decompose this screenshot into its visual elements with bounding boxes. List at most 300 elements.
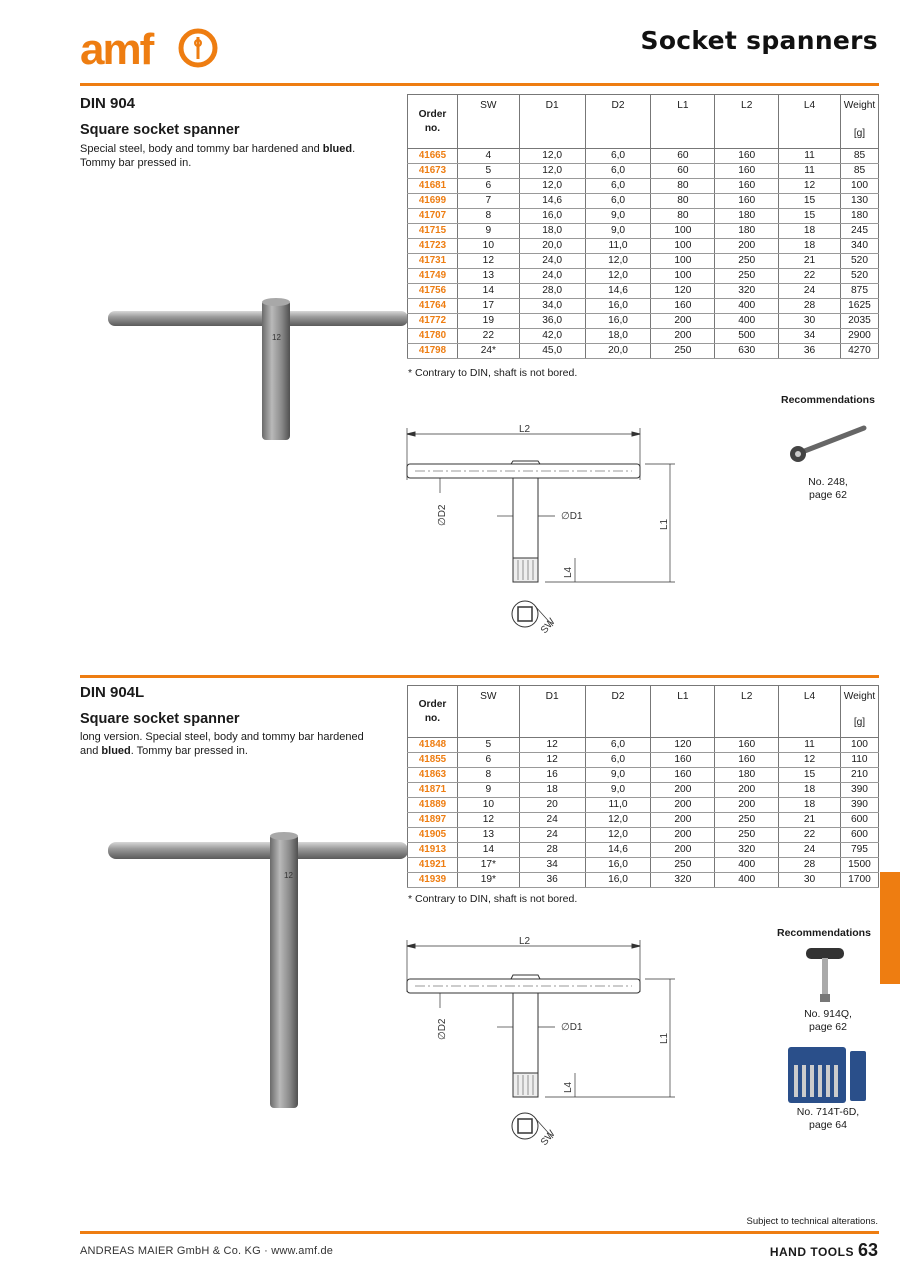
section-2-product-photo — [100, 830, 410, 1110]
header-sw: SW — [457, 686, 519, 738]
table-cell: 24 — [519, 828, 585, 843]
socket-body — [262, 300, 290, 440]
table-cell: 85 — [840, 164, 878, 179]
table-cell: 200 — [651, 813, 715, 828]
table-cell: 4270 — [840, 344, 878, 359]
table-cell: 250 — [651, 858, 715, 873]
label-l1: L1 — [659, 1032, 670, 1044]
table-cell: 1700 — [840, 873, 878, 888]
chapter-tab — [880, 872, 900, 984]
table-cell: 600 — [840, 813, 878, 828]
reco-caption-page: page 62 — [809, 489, 847, 501]
table-cell: 520 — [840, 254, 878, 269]
table-row — [408, 783, 879, 798]
table-row — [408, 843, 879, 858]
table-row — [408, 164, 879, 179]
amf-logo — [80, 24, 220, 74]
socket-end — [513, 558, 538, 582]
table-cell: 11,0 — [585, 798, 651, 813]
table-cell: 14,6 — [519, 194, 585, 209]
dim-arrow — [632, 944, 640, 948]
table-cell: 200 — [715, 798, 779, 813]
socket-end — [513, 1073, 538, 1097]
table-cell: 24* — [457, 344, 519, 359]
table-cell: 200 — [651, 329, 715, 344]
table-cell: 21 — [779, 254, 841, 269]
section-2-din: DIN 904L — [80, 684, 145, 701]
logo-text: amf — [80, 25, 153, 74]
table-cell: 6,0 — [585, 194, 651, 209]
reco-3-tool-set-image — [786, 1043, 870, 1105]
table-row — [408, 813, 879, 828]
footer-page-label — [770, 1240, 878, 1261]
label-l4: L4 — [563, 1081, 574, 1093]
table-cell: 9,0 — [585, 768, 651, 783]
footer-alterations: Subject to technical alterations. — [746, 1216, 878, 1227]
table-cell: 42,0 — [519, 329, 585, 344]
table-row — [408, 149, 879, 164]
order-number: 41681 — [408, 179, 458, 194]
table-cell: 36,0 — [519, 314, 585, 329]
section-2-note: * Contrary to DIN, shaft is not bored. — [408, 893, 578, 905]
table-cell: 9,0 — [585, 209, 651, 224]
table-cell: 8 — [457, 209, 519, 224]
table-cell: 500 — [715, 329, 779, 344]
table-row — [408, 768, 879, 783]
table-cell: 9,0 — [585, 783, 651, 798]
table-cell: 16,0 — [585, 873, 651, 888]
table-cell: 34,0 — [519, 299, 585, 314]
header-weight — [840, 686, 878, 738]
table-cell: 22 — [779, 269, 841, 284]
table-cell: 14,6 — [585, 843, 651, 858]
table-cell: 5 — [457, 738, 519, 753]
section-1-description — [80, 142, 380, 170]
description-bold: blued — [101, 745, 131, 757]
order-number: 41848 — [408, 738, 458, 753]
table-cell: 36 — [519, 873, 585, 888]
table-cell: 160 — [715, 179, 779, 194]
table-cell: 320 — [715, 284, 779, 299]
table-row — [408, 224, 879, 239]
table-cell: 6,0 — [585, 149, 651, 164]
table-cell: 6,0 — [585, 179, 651, 194]
header-weight-unit: [g] — [853, 717, 866, 728]
section-1-note: * Contrary to DIN, shaft is not bored. — [408, 367, 578, 379]
table-cell: 180 — [715, 224, 779, 239]
table-cell: 20,0 — [585, 344, 651, 359]
table-cell: 12,0 — [585, 269, 651, 284]
table-row — [408, 753, 879, 768]
order-number: 41798 — [408, 344, 458, 359]
table-cell: 18,0 — [519, 224, 585, 239]
table-cell: 200 — [651, 783, 715, 798]
section-1-table — [407, 94, 879, 359]
table-cell: 4 — [457, 149, 519, 164]
table-cell: 875 — [840, 284, 878, 299]
table-cell: 18 — [779, 783, 841, 798]
set-tool — [802, 1065, 806, 1097]
table-cell: 30 — [779, 873, 841, 888]
reco-tool-bar — [802, 428, 864, 452]
table-cell: 7 — [457, 194, 519, 209]
table-cell: 18 — [779, 239, 841, 254]
section-1-subtitle: Square socket spanner — [80, 122, 240, 138]
table-cell: 85 — [840, 149, 878, 164]
label-l4: L4 — [563, 566, 574, 578]
label-sw: SW — [538, 616, 558, 636]
table-row — [408, 194, 879, 209]
header-rule — [80, 83, 879, 86]
table-cell: 22 — [457, 329, 519, 344]
section-1-product-photo — [100, 295, 410, 445]
table-cell: 24 — [779, 284, 841, 299]
table-cell: 60 — [651, 164, 715, 179]
dim-arrow — [407, 432, 415, 436]
table-cell: 11 — [779, 164, 841, 179]
table-cell: 180 — [715, 209, 779, 224]
order-number: 41756 — [408, 284, 458, 299]
order-number: 41731 — [408, 254, 458, 269]
table-cell: 12,0 — [519, 164, 585, 179]
table-cell: 22 — [779, 828, 841, 843]
label-l2: L2 — [519, 424, 531, 435]
label-d2: ∅D2 — [437, 1018, 448, 1040]
reco-caption-line: No. 248, — [808, 476, 848, 488]
header-d1: D1 — [519, 95, 585, 149]
table-cell: 80 — [651, 194, 715, 209]
section-1-din: DIN 904 — [80, 95, 136, 112]
label-l2: L2 — [519, 936, 531, 947]
table-cell: 520 — [840, 269, 878, 284]
table-cell: 200 — [651, 843, 715, 858]
square-socket — [518, 607, 532, 621]
header-sw: SW — [457, 95, 519, 149]
table-cell: 200 — [715, 239, 779, 254]
table-cell: 16 — [519, 768, 585, 783]
label-d2: ∅D2 — [437, 504, 448, 526]
order-number: 41707 — [408, 209, 458, 224]
table-cell: 12 — [779, 179, 841, 194]
table-cell: 14 — [457, 284, 519, 299]
set-tool — [834, 1065, 838, 1097]
table-cell: 110 — [840, 753, 878, 768]
table-cell: 18,0 — [585, 329, 651, 344]
table-cell: 10 — [457, 798, 519, 813]
table-cell: 250 — [651, 344, 715, 359]
table-cell: 12 — [519, 738, 585, 753]
table-cell: 14,6 — [585, 284, 651, 299]
table-cell: 340 — [840, 239, 878, 254]
dim-arrow — [407, 944, 415, 948]
table-cell: 200 — [651, 314, 715, 329]
table-cell: 13 — [457, 269, 519, 284]
table-cell: 6,0 — [585, 738, 651, 753]
table-cell: 1625 — [840, 299, 878, 314]
table-cell: 160 — [715, 753, 779, 768]
table-cell: 245 — [840, 224, 878, 239]
table-cell: 100 — [651, 254, 715, 269]
header-order-no — [408, 95, 458, 149]
body-outline — [513, 478, 538, 558]
header-weight-label: Weight — [843, 691, 876, 702]
table-cell: 160 — [651, 753, 715, 768]
section-2-description — [80, 730, 380, 758]
table-cell: 200 — [651, 798, 715, 813]
reco-caption-line: No. 914Q, — [804, 1008, 852, 1020]
description-text: Special steel, body and tommy bar hardened and — [80, 143, 323, 155]
section-1-technical-drawing — [395, 418, 685, 658]
table-cell: 1500 — [840, 858, 878, 873]
table-cell: 16,0 — [585, 314, 651, 329]
header-order-no-text: Order no. — [418, 698, 447, 724]
label-l1: L1 — [659, 518, 670, 530]
header-l4: L4 — [779, 95, 841, 149]
footer-company: ANDREAS MAIER GmbH & Co. KG · www.amf.de — [80, 1245, 334, 1257]
set-tool — [826, 1065, 830, 1097]
set-lid — [850, 1051, 866, 1101]
table-cell: 24 — [519, 813, 585, 828]
order-number: 41772 — [408, 314, 458, 329]
footer-rule — [80, 1231, 879, 1234]
table-row — [408, 209, 879, 224]
order-number: 41913 — [408, 843, 458, 858]
table-row — [408, 239, 879, 254]
table-cell: 34 — [779, 329, 841, 344]
table-cell: 16,0 — [519, 209, 585, 224]
table-row — [408, 344, 879, 359]
table-cell: 12,0 — [519, 149, 585, 164]
table-cell: 6 — [457, 753, 519, 768]
table-row — [408, 798, 879, 813]
table-cell: 24 — [779, 843, 841, 858]
order-number: 41723 — [408, 239, 458, 254]
reco-2-tool-image — [800, 944, 850, 1006]
table-row — [408, 284, 879, 299]
table-cell: 180 — [840, 209, 878, 224]
table-cell: 160 — [715, 149, 779, 164]
section-1-table-body — [408, 149, 879, 359]
reco-3-caption — [784, 1106, 872, 1132]
table-cell: 630 — [715, 344, 779, 359]
order-number: 41699 — [408, 194, 458, 209]
table-cell: 400 — [715, 314, 779, 329]
table-cell: 210 — [840, 768, 878, 783]
table-cell: 28 — [519, 843, 585, 858]
table-cell: 390 — [840, 783, 878, 798]
header-d2: D2 — [585, 95, 651, 149]
table-cell: 160 — [715, 164, 779, 179]
table-cell: 250 — [715, 828, 779, 843]
header-order-no-text: Order no. — [418, 108, 447, 134]
table-cell: 15 — [779, 194, 841, 209]
header-d2: D2 — [585, 686, 651, 738]
order-number: 41889 — [408, 798, 458, 813]
table-cell: 34 — [519, 858, 585, 873]
table-cell: 2035 — [840, 314, 878, 329]
table-cell: 400 — [715, 858, 779, 873]
table-cell: 17* — [457, 858, 519, 873]
section-1-recommendations-title: Recommendations — [781, 394, 875, 406]
tommy-bar — [108, 842, 408, 859]
t-handle — [806, 948, 844, 959]
table-cell: 200 — [651, 828, 715, 843]
set-tool — [818, 1065, 822, 1097]
table-cell: 120 — [651, 284, 715, 299]
header-weight-unit: [g] — [853, 128, 866, 139]
label-d1: ∅D1 — [561, 1022, 583, 1033]
table-cell: 320 — [651, 873, 715, 888]
table-row — [408, 329, 879, 344]
table-cell: 250 — [715, 813, 779, 828]
order-number: 41871 — [408, 783, 458, 798]
order-number: 41905 — [408, 828, 458, 843]
table-cell: 18 — [779, 224, 841, 239]
table-cell: 6 — [457, 179, 519, 194]
order-number: 41764 — [408, 299, 458, 314]
header-d1: D1 — [519, 686, 585, 738]
table-cell: 15 — [779, 209, 841, 224]
table-cell: 100 — [840, 738, 878, 753]
table-row — [408, 299, 879, 314]
order-number: 41855 — [408, 753, 458, 768]
square-socket — [518, 1119, 532, 1133]
table-cell: 12,0 — [585, 828, 651, 843]
socket-top — [270, 832, 298, 840]
description-text-end: . Tommy bar pressed in. — [130, 745, 248, 757]
table-cell: 250 — [715, 269, 779, 284]
table-cell: 60 — [651, 149, 715, 164]
table-cell: 100 — [651, 239, 715, 254]
socket-end-view — [512, 1113, 538, 1139]
table-cell: 100 — [840, 179, 878, 194]
table-row — [408, 828, 879, 843]
header-order-no — [408, 686, 458, 738]
description-bold: blued — [322, 143, 353, 155]
table-row — [408, 179, 879, 194]
table-cell: 6,0 — [585, 753, 651, 768]
table-cell: 5 — [457, 164, 519, 179]
table-cell: 120 — [651, 738, 715, 753]
table-cell: 18 — [519, 783, 585, 798]
label-sw: SW — [538, 1128, 558, 1148]
table-cell: 100 — [651, 269, 715, 284]
reco-1-caption — [790, 476, 866, 502]
table-cell: 11 — [779, 738, 841, 753]
section-2-technical-drawing — [395, 930, 685, 1170]
table-cell: 11 — [779, 149, 841, 164]
table-row — [408, 738, 879, 753]
table-cell: 100 — [651, 224, 715, 239]
table-cell: 400 — [715, 299, 779, 314]
order-number: 41863 — [408, 768, 458, 783]
table-cell: 19* — [457, 873, 519, 888]
table-cell: 17 — [457, 299, 519, 314]
table-cell: 28 — [779, 299, 841, 314]
table-cell: 45,0 — [519, 344, 585, 359]
label-d1: ∅D1 — [561, 511, 583, 522]
table-cell: 9 — [457, 224, 519, 239]
order-number: 41749 — [408, 269, 458, 284]
header-weight — [840, 95, 878, 149]
table-cell: 12,0 — [585, 813, 651, 828]
table-cell: 19 — [457, 314, 519, 329]
table-cell: 20 — [519, 798, 585, 813]
table-cell: 16,0 — [585, 299, 651, 314]
order-number: 41921 — [408, 858, 458, 873]
photo-size-mark: 12 — [284, 871, 293, 880]
description-text: long version. Special steel, body and tommy bar hardened and — [80, 731, 364, 757]
section-2-table — [407, 685, 879, 888]
table-cell: 36 — [779, 344, 841, 359]
table-cell: 795 — [840, 843, 878, 858]
section-2-subtitle: Square socket spanner — [80, 711, 240, 727]
table-cell: 6,0 — [585, 164, 651, 179]
table-cell: 180 — [715, 768, 779, 783]
table-row — [408, 873, 879, 888]
table-cell: 12,0 — [585, 254, 651, 269]
table-cell: 24,0 — [519, 254, 585, 269]
socket-end-view — [512, 601, 538, 627]
table-cell: 9 — [457, 783, 519, 798]
table-cell: 8 — [457, 768, 519, 783]
table-cell: 12 — [779, 753, 841, 768]
reco-caption-page: page 64 — [809, 1119, 847, 1131]
table-cell: 10 — [457, 239, 519, 254]
table-cell: 600 — [840, 828, 878, 843]
table-cell: 200 — [715, 783, 779, 798]
header-weight-label: Weight — [843, 100, 876, 111]
table-row — [408, 314, 879, 329]
table-cell: 18 — [779, 798, 841, 813]
table-cell: 12,0 — [519, 179, 585, 194]
table-row — [408, 254, 879, 269]
reco-2-caption — [790, 1008, 866, 1034]
table-cell: 28 — [779, 858, 841, 873]
t-socket — [820, 994, 830, 1002]
footer-section: HAND TOOLS — [769, 1245, 854, 1259]
table-cell: 12 — [457, 813, 519, 828]
table-row — [408, 858, 879, 873]
header-l4: L4 — [779, 686, 841, 738]
order-number: 41673 — [408, 164, 458, 179]
table-cell: 16,0 — [585, 858, 651, 873]
order-number: 41780 — [408, 329, 458, 344]
header-l1: L1 — [651, 95, 715, 149]
header-l2: L2 — [715, 95, 779, 149]
table-cell: 30 — [779, 314, 841, 329]
tommy-bar — [108, 311, 408, 326]
section-2-table-body — [408, 738, 879, 888]
table-cell: 160 — [651, 299, 715, 314]
order-number: 41715 — [408, 224, 458, 239]
table-cell: 80 — [651, 179, 715, 194]
table-cell: 2900 — [840, 329, 878, 344]
table-cell: 15 — [779, 768, 841, 783]
table-cell: 20,0 — [519, 239, 585, 254]
table-cell: 400 — [715, 873, 779, 888]
set-tool — [810, 1065, 814, 1097]
table-cell: 160 — [715, 738, 779, 753]
description-text-end: . Tommy bar pressed in. — [80, 143, 356, 169]
table-cell: 12 — [457, 254, 519, 269]
reco-caption-line: No. 714T-6D, — [796, 1106, 860, 1118]
body-outline — [513, 993, 538, 1073]
table-row — [408, 269, 879, 284]
table-cell: 28,0 — [519, 284, 585, 299]
table-cell: 160 — [651, 768, 715, 783]
t-shaft — [822, 958, 828, 996]
